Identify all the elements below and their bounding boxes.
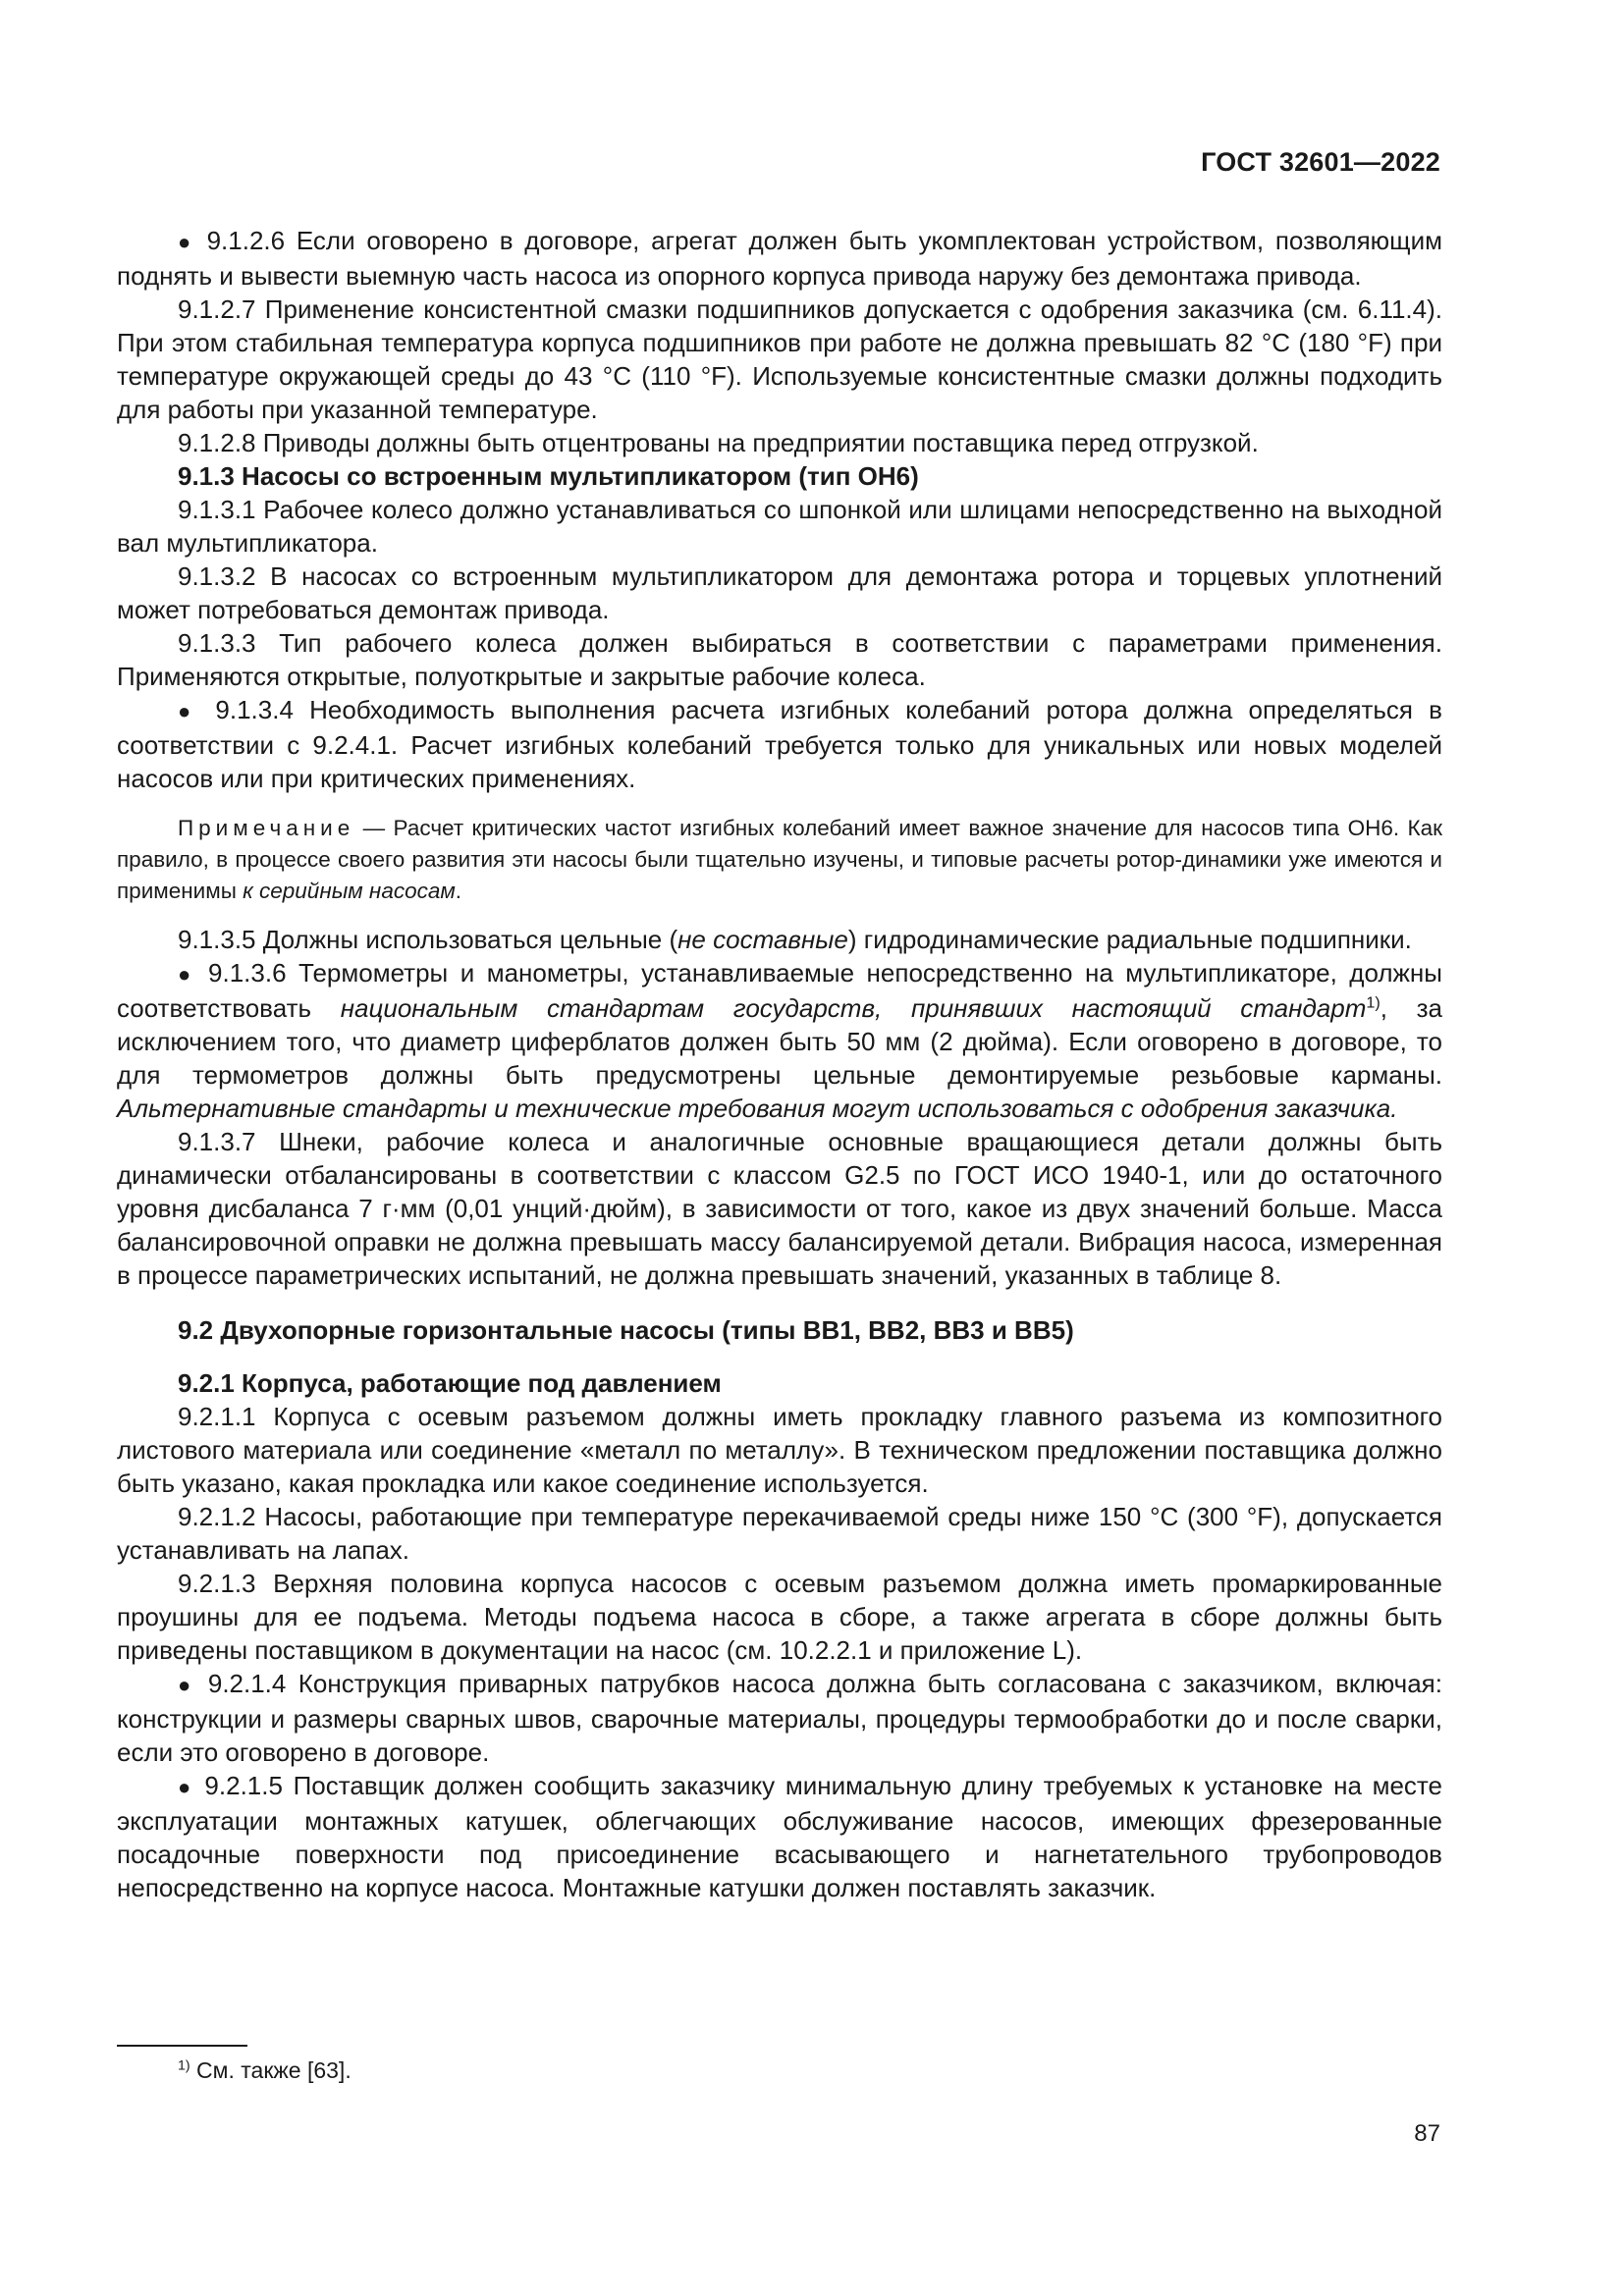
paragraph-9-2-1-3: 9.2.1.3 Верхняя половина корпуса насосов с осевым разъемом должна иметь промаркированные проушины для ее подъема. Методы подъема насоса в сборе, а также агрегата в сборе должны быть приведены поставщиком в документации на насос (см. 10.2.2.1 и приложение L). bbox=[117, 1569, 1442, 1665]
paragraph-9-1-3-1: 9.1.3.1 Рабочее колесо должно устанавливаться со шпонкой или шлицами непосредственно на выходной вал мультипликатора. bbox=[117, 495, 1442, 558]
bullet-icon: ● bbox=[178, 962, 196, 987]
paragraph-9-1-2-6: ● 9.1.2.6 Если оговорено в договоре, агрегат должен быть укомплектован устройством, позволяющим поднять и вывести выемную часть насоса из опорного корпуса привода наружу без демонтажа привода. bbox=[117, 226, 1442, 291]
paragraph-9-2-1-1: 9.2.1.1 Корпуса с осевым разъемом должны иметь прокладку главного разъема из композитного листового материала или соединение «металл по металлу». В техническом предложении поставщика должно быть указано, какая прокладка или какое соединение используется. bbox=[117, 1402, 1442, 1498]
footnote-mark: 1) bbox=[178, 2057, 190, 2074]
footnote-reference[interactable]: 1) bbox=[1366, 993, 1380, 1012]
paragraph-9-1-3-7: 9.1.3.7 Шнеки, рабочие колеса и аналогичные основные вращающиеся детали должны быть динамически отбалансированы в соответствии с классом G2.5 по ГОСТ ИСО 1940-1, или до остаточного уровня дисбаланса 7 г·мм (0,01 унций·дюйм), в зависимости от того, какое из двух значений больше. Масса балансировочной оправки не должна превышать массу балансируемой детали. Вибрация насоса, измеренная в процессе параметрических испытаний, не должна превышать значений, указанных в таблице 8. bbox=[117, 1127, 1442, 1290]
bullet-icon: ● bbox=[178, 230, 195, 254]
paragraph-9-1-2-8: 9.1.2.8 Приводы должны быть отцентрованы на предприятии поставщика перед отгрузкой. bbox=[178, 428, 1259, 457]
heading-9-2: 9.2 Двухопорные горизонтальные насосы (типы BB1, BB2, BB3 и BB5) bbox=[178, 1315, 1074, 1345]
paragraph-9-1-3-3: 9.1.3.3 Тип рабочего колеса должен выбираться в соответствии с параметрами применения. Применяются открытые, полуоткрытые и закрытые рабочие колеса. bbox=[117, 628, 1442, 691]
document-code: ГОСТ 32601—2022 bbox=[1201, 147, 1440, 177]
paragraph-9-1-3-6: ● 9.1.3.6 Термометры и манометры, устанавливаемые непосредственно на мультипликаторе, должны соответствовать национальным стандартам государств, принявших настоящий стандарт$^{1)}$, за исключением того, что диаметр циферблатов должен быть 50 мм (2 дюйма). Если оговорено в договоре, то для термометров должны быть предусмотрены цельные демонтируемые резьбовые карманы. Альтернативные стандарты и технические требования могут использоваться с одобрения заказчика. bbox=[117, 958, 1443, 1123]
heading-9-2-1: 9.2.1 Корпуса, работающие под давлением bbox=[178, 1368, 722, 1398]
footnote-text: См. также [63]. bbox=[189, 2057, 352, 2083]
heading-9-1-3: 9.1.3 Насосы со встроенным мультипликатором (тип OH6) bbox=[178, 461, 919, 491]
note-label: Примечание bbox=[178, 816, 355, 840]
paragraph-9-2-1-2: 9.2.1.2 Насосы, работающие при температуре перекачиваемой среды ниже 150 °C (300 °F), допускается устанавливать на лапах. bbox=[117, 1502, 1442, 1565]
paragraph-9-2-1-5: ● 9.2.1.5 Поставщик должен сообщить заказчику минимальную длину требуемых к установке на месте эксплуатации монтажных катушек, облегчающих обслуживание насосов, имеющих фрезерованные посадочные поверхности под присоединение всасывающего и нагнетательного трубопроводов непосредственно на корпусе насоса. Монтажные катушки должен поставлять заказчик. bbox=[117, 1771, 1442, 1902]
paragraph-9-1-3-2: 9.1.3.2 В насосах со встроенным мультипликатором для демонтажа ротора и торцевых уплотнений может потребоваться демонтаж привода. bbox=[117, 561, 1442, 624]
paragraph-9-2-1-4: ● 9.2.1.4 Конструкция приварных патрубков насоса должна быть согласована с заказчиком, включая: конструкции и размеры сварных швов, сварочные материалы, процедуры термообработки до и после сварки, если это оговорено в договоре. bbox=[117, 1669, 1442, 1767]
footnote-divider bbox=[117, 2045, 247, 2047]
footnote bbox=[178, 2056, 352, 2085]
paragraph-9-1-2-7: 9.1.2.7 Применение консистентной смазки подшипников допускается с одобрения заказчика (см. 6.11.4). При этом стабильная температура корпуса подшипников при работе не должна превышать 82 °C (180 °F) при температуре окружающей среды до 43 °C (110 °F). Используемые консистентные смазки должны подходить для работы при указанной температуре. bbox=[117, 294, 1442, 424]
bullet-icon: ● bbox=[178, 699, 200, 723]
paragraph-9-1-3-4: ● 9.1.3.4 Необходимость выполнения расчета изгибных колебаний ротора должна определяться в соответствии с 9.2.4.1. Расчет изгибных колебаний требуется только для уникальных или новых моделей насосов или при критических применениях. bbox=[117, 695, 1442, 793]
paragraph-9-1-3-5: 9.1.3.5 Должны использоваться цельные (не составные) гидродинамические радиальные подшипники. bbox=[178, 925, 1412, 954]
page-content bbox=[117, 224, 1442, 1904]
page-number: 87 bbox=[1414, 2120, 1440, 2147]
note-block: Примечание — Расчет критических частот изгибных колебаний имеет важное значение для насосов типа OH6. Как правило, в процессе своего развития эти насосы были тщательно изучены, и типовые расчеты ротор-динамики уже имеются и применимы к серийным насосам. bbox=[117, 816, 1442, 903]
bullet-icon: ● bbox=[178, 1775, 194, 1799]
bullet-icon: ● bbox=[178, 1673, 196, 1697]
